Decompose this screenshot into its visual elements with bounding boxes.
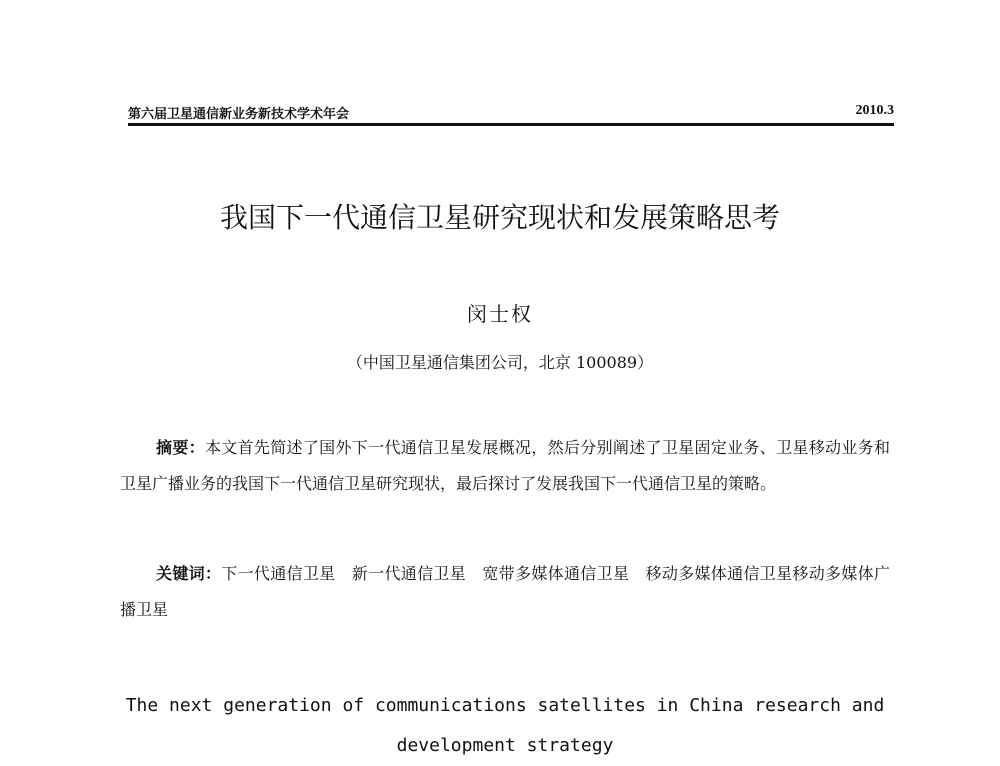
abstract-text: 本文首先简述了国外下一代通信卫星发展概况，然后分别阐述了卫星固定业务、卫星移动业务和卫星广播业务的我国下一代通信卫星研究现状，最后探讨了发展我国下一代通信卫星的策略。 <box>120 438 890 493</box>
keywords-label: 关键词： <box>156 564 222 583</box>
author-affiliation: （中国卫星通信集团公司，北京 100089） <box>346 353 654 372</box>
keywords-text: 下一代通信卫星 新一代通信卫星 宽带多媒体通信卫星 移动多媒体通信卫星移动多媒体广播卫星 <box>120 564 890 619</box>
abstract-label: 摘要： <box>156 438 205 457</box>
author-name: 闵士权 <box>467 302 533 326</box>
conference-name: 第六届卫星通信新业务新技术学术年会 <box>128 107 350 122</box>
paper-title: 我国下一代通信卫星研究现状和发展策略思考 <box>219 201 780 234</box>
english-title: The next generation of communications satellites in China research and development strategy <box>125 695 885 756</box>
keywords <box>120 556 890 628</box>
header-date: 2010.3 <box>855 103 894 118</box>
abstract <box>120 430 890 502</box>
running-header <box>128 103 894 126</box>
